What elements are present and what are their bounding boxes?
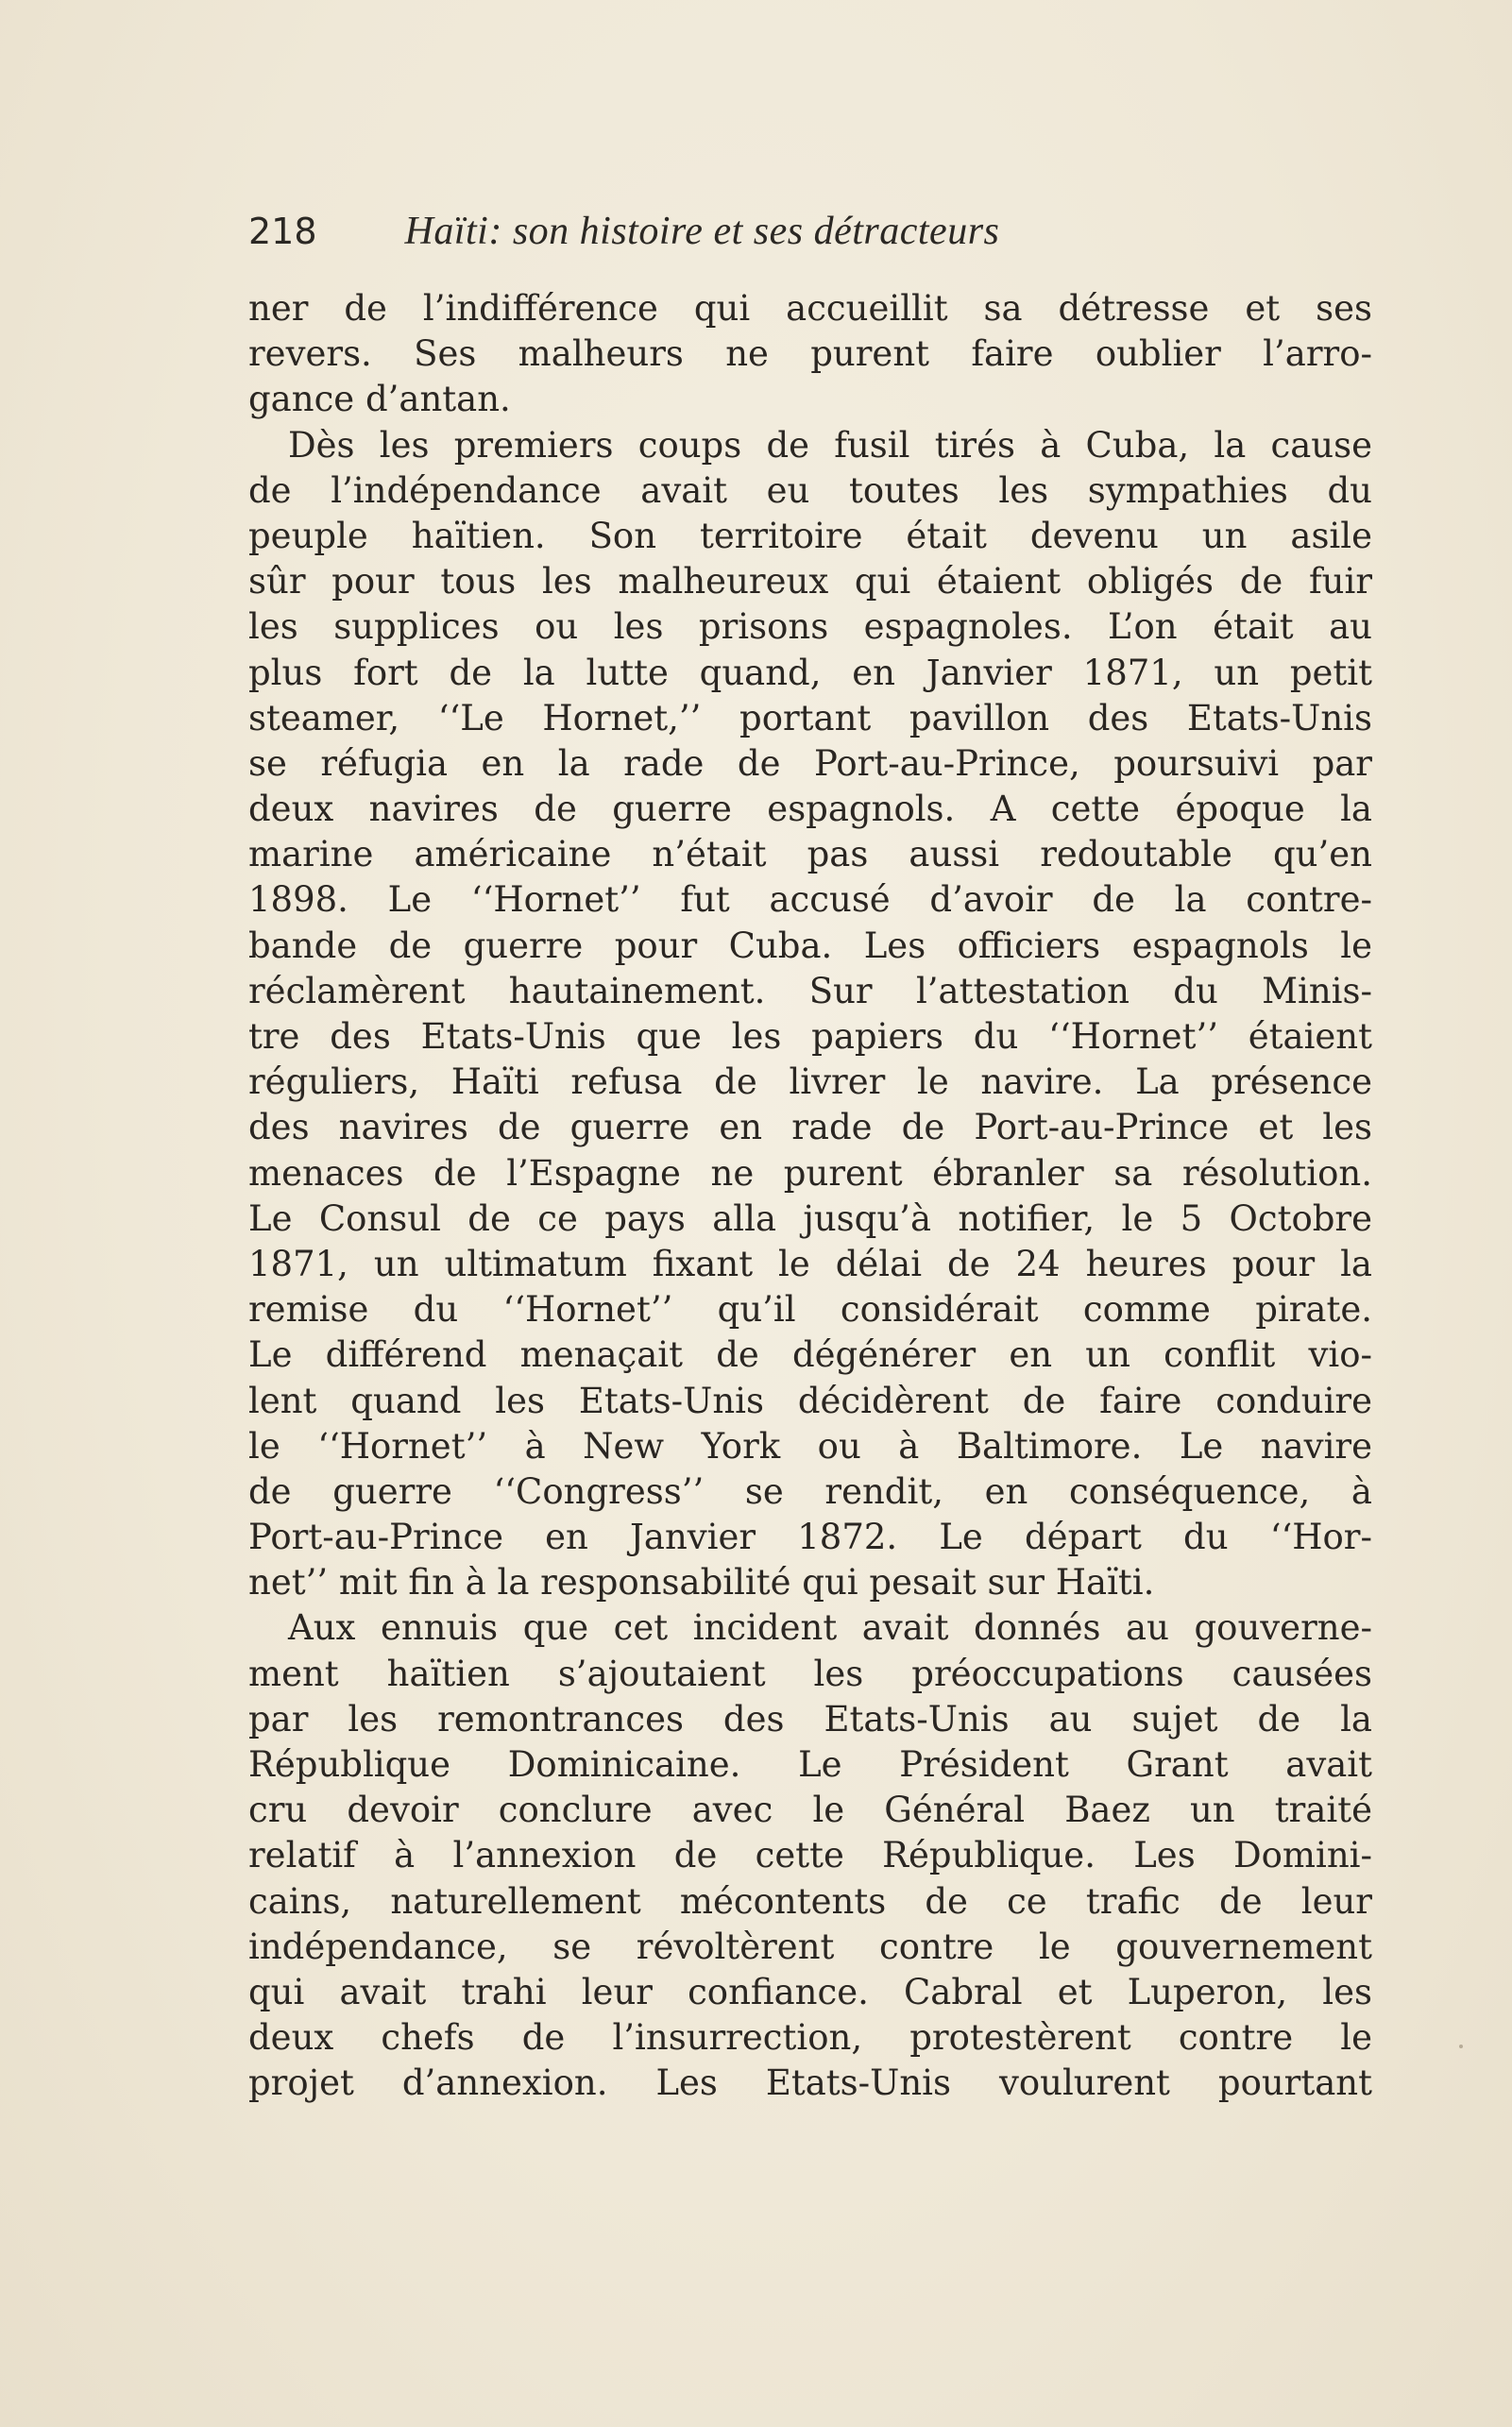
page-header xyxy=(248,203,1382,260)
text-line: réclamèrent hautainement. Sur l’attestation du Minis- xyxy=(248,970,1372,1011)
body-text xyxy=(248,286,1372,2107)
text-line: plus fort de la lutte quand, en Janvier 1871, un petit xyxy=(248,652,1372,693)
text-line: qui avait trahi leur confiance. Cabral et Luperon, les xyxy=(248,1971,1372,2012)
text-line: Le différend menaçait de dégénérer en un conflit vio- xyxy=(248,1334,1372,1376)
paper-speck xyxy=(1459,2045,1463,2048)
text-line: peuple haïtien. Son territoire était devenu un asile xyxy=(248,515,1372,556)
text-line: ment haïtien s’ajoutaient les préoccupations causées xyxy=(248,1653,1372,1694)
text-line: deux chefs de l’insurrection, protestèrent contre le xyxy=(248,2017,1372,2059)
text-line: steamer, ‘‘Le Hornet,’’ portant pavillon des Etats-Unis xyxy=(248,697,1372,738)
text-line: tre des Etats-Unis que les papiers du ‘‘Hornet’’ étaient xyxy=(248,1016,1372,1057)
text-line: cains, naturellement mécontents de ce trafic de leur xyxy=(248,1880,1372,1922)
text-line: cru devoir conclure avec le Général Baez un traité xyxy=(248,1790,1372,1831)
text-line: indépendance, se révoltèrent contre le gouvernement xyxy=(248,1926,1372,1967)
text-line: marine américaine n’était pas aussi redoutable qu’en xyxy=(248,834,1372,875)
paragraph-start-line: Dès les premiers coups de fusil tirés à Cuba, la cause xyxy=(288,424,1372,466)
running-title: Haïti: son histoire et ses détracteurs xyxy=(404,210,1000,253)
text-line: République Dominicaine. Le Président Grant avait xyxy=(248,1744,1372,1785)
text-line: menaces de l’Espagne ne purent ébranler sa résolution. xyxy=(248,1152,1372,1194)
text-line: deux navires de guerre espagnols. A cette époque la xyxy=(248,789,1372,830)
text-line: gance d’antan. xyxy=(248,379,511,420)
text-line: se réfugia en la rade de Port-au-Prince, poursuivi par xyxy=(248,742,1372,784)
text-line: de l’indépendance avait eu toutes les sympathies du xyxy=(248,469,1372,511)
text-line: le ‘‘Hornet’’ à New York ou à Baltimore. Le navire xyxy=(248,1425,1372,1467)
text-line: les supplices ou les prisons espagnoles. L’on était au xyxy=(248,606,1372,648)
text-line: des navires de guerre en rade de Port-au-Prince et les xyxy=(248,1107,1372,1148)
text-line: réguliers, Haïti refusa de livrer le navire. La présence xyxy=(248,1061,1372,1103)
text-line: projet d’annexion. Les Etats-Unis voulurent pourtant xyxy=(248,2062,1372,2104)
text-line: ner de l’indifférence qui accueillit sa détresse et ses xyxy=(248,288,1372,329)
text-line: revers. Ses malheurs ne purent faire oublier l’arro- xyxy=(248,333,1372,375)
text-line: relatif à l’annexion de cette République. Les Domini- xyxy=(248,1835,1372,1876)
text-line: 1898. Le ‘‘Hornet’’ fut accusé d’avoir de la contre- xyxy=(248,879,1372,921)
page-number: 218 xyxy=(248,211,317,252)
text-line: Port-au-Prince en Janvier 1872. Le départ du ‘‘Hor- xyxy=(248,1517,1372,1558)
text-line: 1871, un ultimatum fixant le délai de 24 heures pour la xyxy=(248,1243,1372,1284)
text-line: sûr pour tous les malheureux qui étaient obligés de fuir xyxy=(248,561,1372,603)
text-line: bande de guerre pour Cuba. Les officiers espagnols le xyxy=(248,925,1372,966)
text-line: Le Consul de ce pays alla jusqu’à notifier, le 5 Octobre xyxy=(248,1197,1372,1239)
text-line: de guerre ‘‘Congress’’ se rendit, en conséquence, à xyxy=(248,1470,1372,1512)
text-line: net’’ mit fin à la responsabilité qui pesait sur Haïti. xyxy=(248,1562,1155,1604)
text-line: remise du ‘‘Hornet’’ qu’il considérait comme pirate. xyxy=(248,1289,1372,1331)
paragraph-start-line: Aux ennuis que cet incident avait donnés au gouverne- xyxy=(288,1607,1372,1649)
text-line: par les remontrances des Etats-Unis au sujet de la xyxy=(248,1698,1372,1740)
text-line: lent quand les Etats-Unis décidèrent de faire conduire xyxy=(248,1380,1372,1421)
